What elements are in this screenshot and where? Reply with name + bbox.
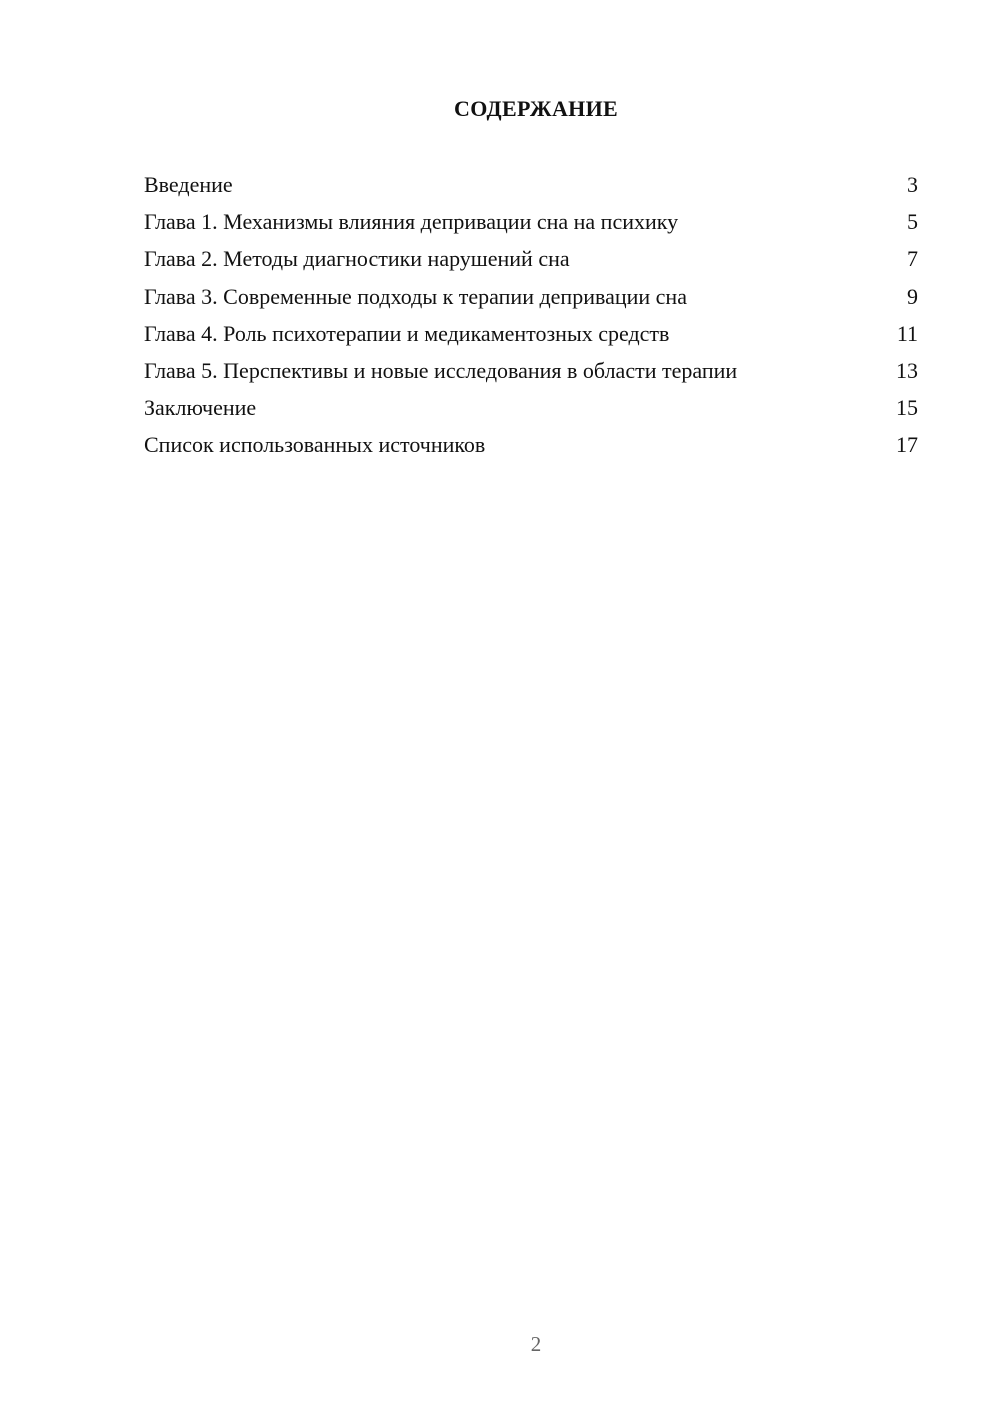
toc-item-chapter-5[interactable]: [144, 352, 918, 389]
toc-item-page: 17: [896, 432, 918, 458]
toc-item-label: Глава 2. Методы диагностики нарушений сна: [144, 246, 570, 272]
toc-item-chapter-1[interactable]: [144, 203, 918, 240]
toc-item-label: Глава 4. Роль психотерапии и медикаментозных средств: [144, 320, 670, 346]
toc-item-page: 13: [896, 357, 918, 383]
toc-item-label: Заключение: [144, 395, 257, 421]
toc-item-page: 15: [896, 395, 918, 421]
toc-item-chapter-4[interactable]: [144, 315, 918, 352]
toc-item-label: Список использованных источников: [144, 432, 486, 458]
page-title: СОДЕРЖАНИЕ: [454, 96, 618, 121]
toc-item-page: 11: [896, 320, 918, 346]
toc-item-page: 5: [907, 209, 918, 235]
toc-item-label: Введение: [144, 172, 233, 197]
toc-item-label: Глава 3. Современные подходы к терапии депривации сна: [144, 283, 687, 309]
toc-item-page: 3: [907, 172, 918, 197]
toc-item-label: Глава 1. Механизмы влияния депривации сна на психику: [144, 209, 679, 235]
table-of-contents: [144, 166, 918, 464]
toc-item-conclusion[interactable]: [144, 389, 918, 426]
toc-item-label: Глава 5. Перспективы и новые исследования в области терапии: [144, 357, 738, 383]
toc-item-introduction[interactable]: [144, 166, 918, 203]
toc-item-chapter-2[interactable]: [144, 240, 918, 277]
toc-item-page: 7: [907, 246, 918, 272]
toc-item-chapter-3[interactable]: [144, 278, 918, 315]
toc-item-references[interactable]: [144, 426, 918, 463]
page-number: 2: [530, 1332, 542, 1356]
toc-item-page: 9: [907, 283, 918, 309]
